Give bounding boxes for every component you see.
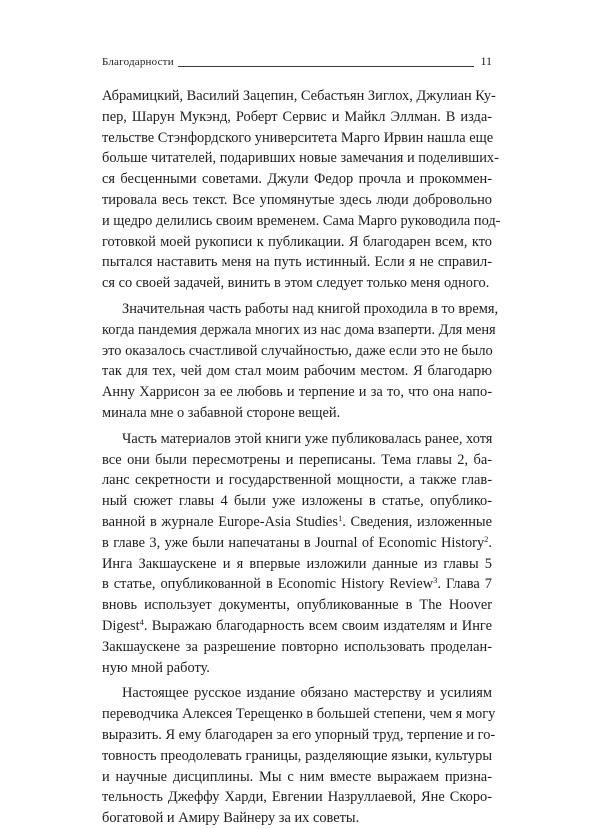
text-line: богатовой и Амиру Вайнеру за их советы. bbox=[102, 810, 360, 827]
text-segment: . Сведения, изложенные bbox=[342, 513, 492, 530]
body-text bbox=[102, 86, 501, 829]
text-segment: . Выражаю благодарность всем своим издателям и Инге bbox=[143, 617, 492, 634]
text-line: больше читателей, подаривших новые замечания и поделивших- bbox=[102, 150, 499, 167]
text-line: Значительная часть работы над книгой проходила в то время, bbox=[122, 300, 499, 317]
paragraph-2 bbox=[102, 299, 499, 424]
text-line: вновь использует документы, опубликованные в The Hoover bbox=[102, 597, 492, 614]
text-line: выразить. Я ему благодарен за его упорный труд, терпение и го- bbox=[102, 726, 496, 743]
text-line: готовкой моей рукописи к публикации. Я благодарен всем, кто bbox=[102, 233, 492, 250]
text-line: так для тех, чей дом стал моим рабочим местом. Я благодарю bbox=[102, 363, 492, 380]
text-line: переводчика Алексея Терещенко в большей степени, чем я могу bbox=[102, 706, 496, 723]
page-number: 11 bbox=[480, 54, 492, 68]
text-segment: в статье, опубликованной в Economic History Review bbox=[102, 576, 434, 593]
text-segment: . Глава 7 bbox=[437, 576, 492, 593]
text-segment: ванной в журнале Europe-Asia Studies bbox=[102, 513, 338, 530]
text-line: минала мне о забавной стороне вещей. bbox=[102, 404, 341, 421]
text-line: пер, Шарун Мукэнд, Роберт Сервис и Майкл Эллман. В изда- bbox=[102, 108, 492, 125]
text-line: Инга Закшаускене и я впервые изложили данные из главы 5 bbox=[102, 555, 492, 572]
text-line: это оказалось счастливой случайностью, даже если это не было bbox=[102, 342, 493, 359]
text-line: и научные дисциплины. Мы с ним вместе выражаем призна- bbox=[102, 768, 492, 785]
header-rule bbox=[178, 66, 474, 67]
text-line: Закшаускене за разрешение повторно использовать проделан- bbox=[102, 638, 492, 655]
paragraph-3 bbox=[102, 429, 492, 679]
text-line: ный сюжет главы 4 были уже изложены в статье, опублико- bbox=[102, 493, 492, 510]
text-line: все они были пересмотрены и переписаны. Тема главы 2, ба- bbox=[102, 451, 492, 468]
paragraph-4 bbox=[102, 683, 496, 829]
text-line: ся бесценными советами. Джули Федор прочла и прокоммен- bbox=[102, 171, 492, 188]
text-line: тировала весь текст. Все упомянутые здесь люди добровольно bbox=[102, 191, 492, 208]
text-line: Анну Харрисон за ее любовь и терпение и за то, что она напо- bbox=[102, 384, 492, 401]
text-line: ланс секретности и государственной мощности, а также глав- bbox=[102, 472, 492, 489]
text-line: пытался наставить меня на путь истинный. Если я не справил- bbox=[102, 254, 492, 271]
text-line: товность преодолевать границы, разделяющие языки, культуры bbox=[102, 747, 492, 764]
footnote-ref: 4 bbox=[139, 616, 144, 627]
text-line: ную мной работу. bbox=[102, 659, 210, 676]
paragraph-1 bbox=[102, 86, 501, 294]
text-line: когда пандемия держала многих из нас дома взаперти. Для меня bbox=[102, 321, 496, 338]
text-line: тельность Джеффу Харди, Евгении Назруллаевой, Яне Скоро- bbox=[102, 789, 492, 806]
text-line: тельстве Стэнфордского университета Марго Ирвин нашла еще bbox=[102, 129, 494, 146]
text-line: Настоящее русское издание обязано мастерству и усилиям bbox=[122, 685, 492, 702]
text-line bbox=[102, 512, 492, 533]
text-line: ся со своей задачей, винить в этом следует только меня одного. bbox=[102, 275, 490, 292]
text-segment: . bbox=[488, 534, 492, 551]
text-line bbox=[102, 533, 492, 554]
footnote-ref: 2 bbox=[484, 533, 489, 544]
text-segment: Digest bbox=[102, 617, 140, 634]
footnote-ref: 3 bbox=[433, 575, 438, 586]
text-line bbox=[102, 574, 492, 595]
text-segment: в главе 3, уже были напечатаны в Journal of Economic History bbox=[102, 534, 485, 551]
text-line: Часть материалов этой книги уже публиковалась ранее, хотя bbox=[122, 430, 493, 447]
text-line: Абрамицкий, Василий Зацепин, Себастьян Зиглох, Джулиан Ку- bbox=[102, 88, 496, 104]
running-header bbox=[102, 55, 492, 73]
text-line bbox=[102, 616, 492, 637]
text-line: и щедро делились своим временем. Сама Марго руководила под- bbox=[102, 212, 501, 229]
footnote-ref: 1 bbox=[337, 512, 343, 523]
header-title: Благодарности bbox=[102, 56, 174, 68]
